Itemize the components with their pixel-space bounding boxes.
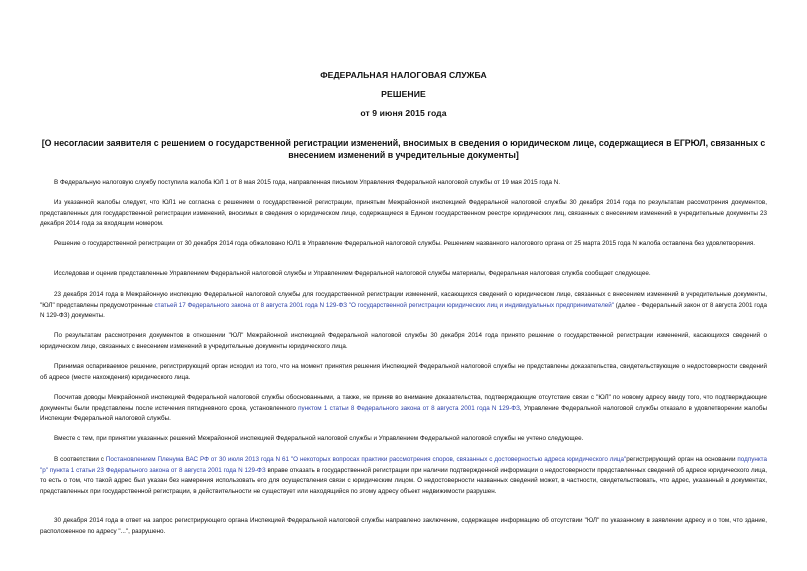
paragraph-11: 30 декабря 2014 года в ответ на запрос регистрирующего органа Инспекцией Федеральной налоговой службы направлено заключение, содержащее информацию об отсутствии "ЮЛ" по указанному в заявлении адресу и о том, что здание, расположенное по адресу "...", разрушено. — [40, 517, 767, 535]
paragraph-5-text-b: (далее - Федеральный закон от 8 августа 2001 года N 129-ФЗ) документы. — [40, 301, 768, 319]
document-date: от 9 июня 2015 года — [360, 108, 447, 118]
paragraph-10-text-c: вправе отказать в государственной регистрации при наличии подтвержденной информации о недостоверности представленных сведений об адресе юридического лица, то есть о том, что такой адрес был указан без намерения использовать его для осуществления связи с юридическим лицом. О недостоверности названных сведений может, в частности, свидетельствовать, что адрес, указанный в документах, представленных при государственной регистрации, в действительности не существует или находящийся по этому адресу объект недвижимости разрушен. — [40, 466, 767, 495]
plenum-resolution-link[interactable]: Постановлением Пленума ВАС РФ от 30 июля 2013 года N 61 "О некоторых вопросах практики рассмотрения споров, связанных с достоверностью адреса юридического лица" — [105, 456, 627, 463]
paragraph-10-text-a: В соответствии с — [54, 456, 106, 463]
paragraph-4: Исследовав и оценив представленные Управлением Федеральной налоговой службы и Управлением Федеральной налоговой службы материалы, Федеральная налоговая служба сообщает следующее. — [54, 270, 651, 277]
paragraph-2: Из указанной жалобы следует, что ЮЛ1 не согласна с решением о государственной регистрации, принятым Межрайонной инспекцией Федеральной налоговой службы 30 декабря 2014 года по результатам рассмотрения документов, представленных для государственной регистрации изменений, вносимых в сведения о юридическом лице, содержащиеся в Едином государственном реестре юридических лиц, связанных с внесением изменений в учредительные документы 23 декабря 2014 года за входящим номером. — [40, 199, 767, 227]
paragraph-8 — [40, 393, 767, 425]
document-subject: [О несогласии заявителя с решением о государственной регистрации изменений, вносимых в сведения о юридическом лице, содержащиеся в ЕГРЮЛ, связанных с внесением изменений в учредительные документы] — [41, 138, 766, 160]
paragraph-9: Вместе с тем, при принятии указанных решений Межрайонной инспекцией Федеральной налоговой службы и Управлением Федеральной налоговой службы не учтено следующее. — [54, 435, 584, 442]
paragraph-3: Решение о государственной регистрации от 30 декабря 2014 года обжаловано ЮЛ1 в Управление Федеральной налоговой службы. Решением названного налогового органа от 25 марта 2015 года N жалоба оставлена без удовлетворения. — [54, 240, 755, 247]
paragraph-10 — [40, 455, 767, 497]
paragraph-5-text-a: 23 декабря 2014 года в Межрайонную инспекцию Федеральной налоговой службы для государственной регистрации изменений, касающихся сведений о юридическом лице, связанных с внесением изменений в учредительные документы, "ЮЛ" представлены предусмотренные — [40, 291, 767, 309]
law-article-8-link[interactable]: пунктом 1 статьи 8 Федерального закона от 8 августа 2001 года N 129-ФЗ — [298, 404, 520, 412]
paragraph-6: По результатам рассмотрения документов в отношении "ЮЛ" Межрайонной инспекцией Федеральной налоговой службы 30 декабря 2014 года принято решение о государственной регистрации изменений, касающихся сведений о юридическом лице, связанных с внесением изменений в учредительные документы юридического лица. — [40, 332, 767, 350]
paragraph-1: В Федеральную налоговую службу поступила жалоба ЮЛ 1 от 8 мая 2015 года, направленная письмом Управления Федеральной налоговой службы от 19 мая 2015 года N. — [54, 179, 561, 186]
agency-title: ФЕДЕРАЛЬНАЯ НАЛОГОВАЯ СЛУЖБА — [320, 70, 487, 80]
paragraph-7: Принимая оспариваемое решение, регистрирующий орган исходил из того, что на момент принятия решения Инспекцией Федеральной налоговой службы не представлены доказательства, свидетельствующие о недостоверности сведений об адресе (месте нахождения) юридического лица. — [40, 363, 767, 381]
document-type: РЕШЕНИЕ — [381, 89, 426, 99]
paragraph-5 — [40, 290, 767, 322]
law-article-23-link[interactable]: подпункта "р" пункта 1 статьи 23 Федерального закона от 8 августа 2001 года N 129-ФЗ — [40, 456, 767, 474]
paragraph-10-text-b: регистрирующий орган на основании — [626, 456, 738, 463]
law-article-17-link[interactable]: статьей 17 Федерального закона от 8 августа 2001 года N 129-ФЗ "О государственной регистрации юридических лиц и индивидуальных предпринимателей" — [154, 301, 615, 309]
paragraph-8-text-a: Посчитав доводы Межрайонной инспекцией Федеральной налоговой службы обоснованными, а также, не приняв во внимание доказательства, подтверждающие отсутствие связи с "ЮЛ" по новому адресу ввиду того, что подтверждающие документы были представлены после истечения пятидневного срока, установленного — [40, 394, 767, 412]
paragraph-8-text-b: , Управление Федеральной налоговой службы отказало в удовлетворении жалобы Инспекции Федеральной налоговой службы. — [40, 404, 768, 422]
